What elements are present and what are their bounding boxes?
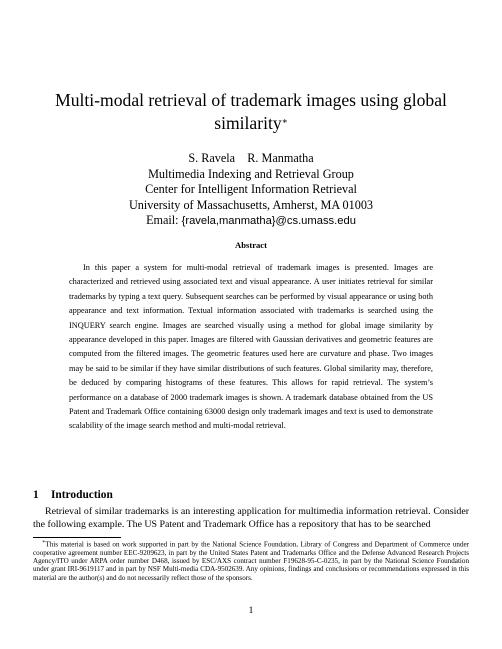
page-number: 1 — [248, 605, 254, 616]
footnote-text: This material is based on work supported in part by the National Science Foundation, Library of Congress and Department of Commerce under cooperative agreement number EEC-9209623, in part by the United States Patent and Trademarks Office and the Defense Advanced Research Projects Agency/ITO under ARPA order number D468, issued by ESC/AXS contract number F19628-95-C-0235, in part by the National Science Foundation under grant IRI-9619117 and in part by NSF Multi-media CDA-9502639. Any opinions, findings and conclusions or recommendations expressed in this material are the author(s) and do not necessarily reflect those of the sponsors. — [33, 540, 469, 582]
section-heading-introduction — [33, 489, 113, 501]
author-center: Center for Intelligent Information Retrieval — [145, 182, 357, 196]
abstract-heading: Abstract — [235, 240, 267, 250]
author-block — [60, 151, 442, 230]
abstract-body: In this paper a system for multi-modal retrieval of trademark images is presented. Images are characterized and retrieved using associated text and visual appearance. A user initiates retrieval for similar trademarks by typing a text query. Subsequent searches can be performed by visual appearance or using both appearance and text information. Textual information associated with trademarks is searched using the INQUERY search engine. Images are searched visually using a method for global image similarity by appearance developed in this paper. Images are filtered with Gaussian derivatives and geometric features are computed from the filtered images. The geometric features used here are curvature and phase. Two images may be said to be similar if they have similar distributions of such features. Global similarity may, therefore, be deduced by comparing histograms of these features. This allows for rapid retrieval. The system’s performance on a database of 2000 trademark images is shown. A trademark database obtained from the US Patent and Trademark Office containing 63000 design only trademark images and text is used to demonstrate scalability of the image search method and multi-modal retrieval. — [69, 263, 433, 431]
author-names: S. Ravela R. Manmatha — [188, 151, 314, 165]
section-number: 1 — [33, 489, 39, 501]
author-university: University of Massachusetts, Amherst, MA 01003 — [128, 197, 374, 212]
author-email-line — [60, 213, 442, 230]
title-line-1: Multi-modal retrieval of trademark images using global — [55, 90, 447, 110]
footnote — [33, 539, 469, 582]
title-footnote-marker: ∗ — [281, 116, 288, 126]
title-line-2: similarity — [214, 113, 282, 133]
section-title: Introduction — [51, 489, 113, 501]
footnote-rule — [33, 537, 121, 538]
email-label: Email: — [146, 213, 179, 227]
author-email: {ravela,manmatha}@cs.umass.edu — [181, 215, 356, 227]
author-group: Multimedia Indexing and Retrieval Group — [148, 166, 354, 181]
footnote-marker: ∗ — [42, 540, 46, 545]
paper-title — [50, 89, 452, 135]
introduction-body: Retrieval of similar trademarks is an interesting application for multimedia information retrieval. Consider the following example. The US Patent and Trademark Office has a repository that has to be searched — [33, 506, 469, 531]
